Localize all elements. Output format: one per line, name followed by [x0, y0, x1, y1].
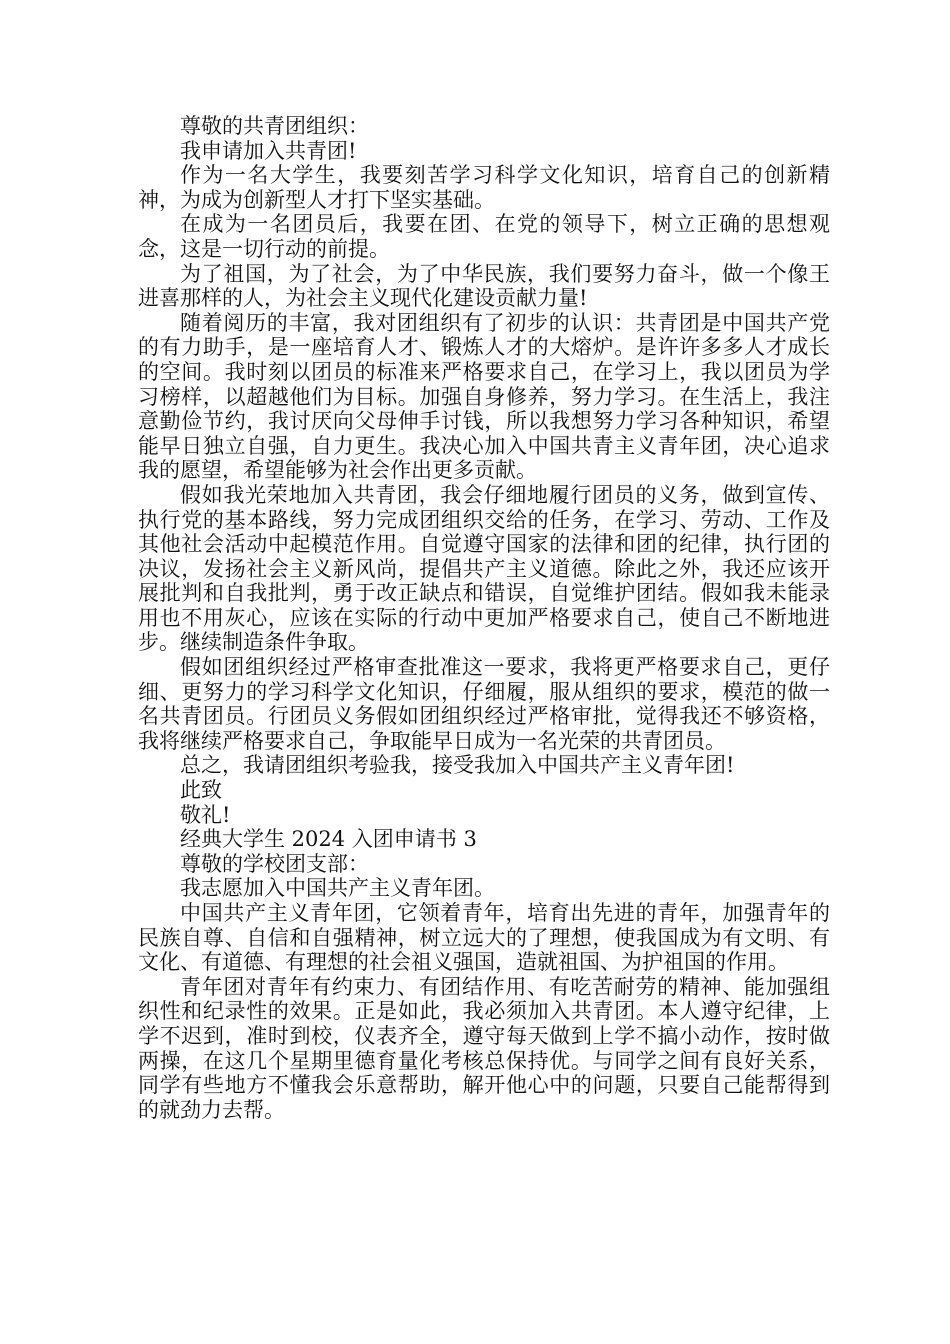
paragraph: 总之，我请团组织考验我，接受我加入中国共产主义青年团! [180, 753, 735, 778]
paragraph: 我志愿加入中国共产主义青年团。 [180, 876, 495, 901]
paragraph: 假如我光荣地加入共青团，我会仔细地履行团员的义务，做到宣传、执行党的基本路线，努力完成团组织交给的任务，在学习、劳动、工作及其他社会活动中起模范作用。自觉遵守国家的法律和团的纪律，执行团的决议，发扬社会主义新风尚，提倡共产主义道德。除此之外，我还应该开展批判和自我批判，勇于改正缺点和错误，自觉维护团结。假如我未能录用也不用灰心，应该在实际的行动中更加严格要求自己，使自己不断地进步。继续制造条件争取。 [138, 482, 830, 655]
paragraph: 我申请加入共青团! [180, 138, 357, 163]
paragraph: 青年团对青年有约束力、有团结作用、有吃苦耐劳的精神、能加强组织性和纪录性的效果。正是如此，我必须加入共青团。本人遵守纪律，上学不迟到，准时到校，仪表齐全，遵守每天做到上学不搞小动作，按时做两操，在这几个星期里德育量化考核总保持优。与同学之间有良好关系，同学有些地方不懂我会乐意帮助，解开他心中的问题，只要自己能帮得到的就劲力去帮。 [138, 974, 830, 1122]
section-title: 经典大学生 2024 入团申请书 3 [180, 827, 477, 852]
document-page [138, 114, 830, 1122]
paragraph: 为了祖国，为了社会，为了中华民族，我们要努力奋斗，做一个像王进喜那样的人，为社会主义现代化建设贡献力量! [138, 261, 830, 311]
paragraph: 在成为一名团员后，我要在团、在党的领导下，树立正确的思想观念，这是一切行动的前提。 [138, 212, 830, 261]
paragraph: 作为一名大学生，我要刻苦学习科学文化知识，培育自己的创新精神，为成为创新型人才打下坚实基础。 [138, 163, 830, 212]
paragraph: 中国共产主义青年团，它领着青年，培育出先进的青年，加强青年的民族自尊、自信和自强精神，树立远大的了理想，使我国成为有文明、有文化、有道德、有理想的社会祖义强国，造就祖国、为护祖国的作用。 [138, 901, 830, 975]
salutation: 尊敬的学校团支部： [180, 851, 369, 876]
closing-line: 敬礼! [180, 802, 231, 827]
paragraph: 假如团组织经过严格审查批准这一要求，我将更严格要求自己，更仔细、更努力的学习科学文化知识，仔细履，服从组织的要求，模范的做一名共青团员。行团员义务假如团组织经过严格审批，觉得我还不够资格，我将继续严格要求自己，争取能早日成为一名光荣的共青团员。 [138, 655, 830, 753]
paragraph: 随着阅历的丰富，我对团组织有了初步的认识：共青团是中国共产党的有力助手，是一座培育人才、锻炼人才的大熔炉。是许许多多人才成长的空间。我时刻以团员的标准来严格要求自己，在学习上，我以团员为学习榜样，以超越他们为目标。加强自身修养，努力学习。在生活上，我注意勤俭节约，我讨厌向父母伸手讨钱，所以我想努力学习各种知识，希望能早日独立自强，自力更生。我决心加入中国共青主义青年团，决心追求我的愿望，希望能够为社会作出更多贡献。 [138, 310, 830, 483]
closing-line: 此致 [180, 778, 222, 803]
salutation: 尊敬的共青团组织： [180, 114, 369, 138]
